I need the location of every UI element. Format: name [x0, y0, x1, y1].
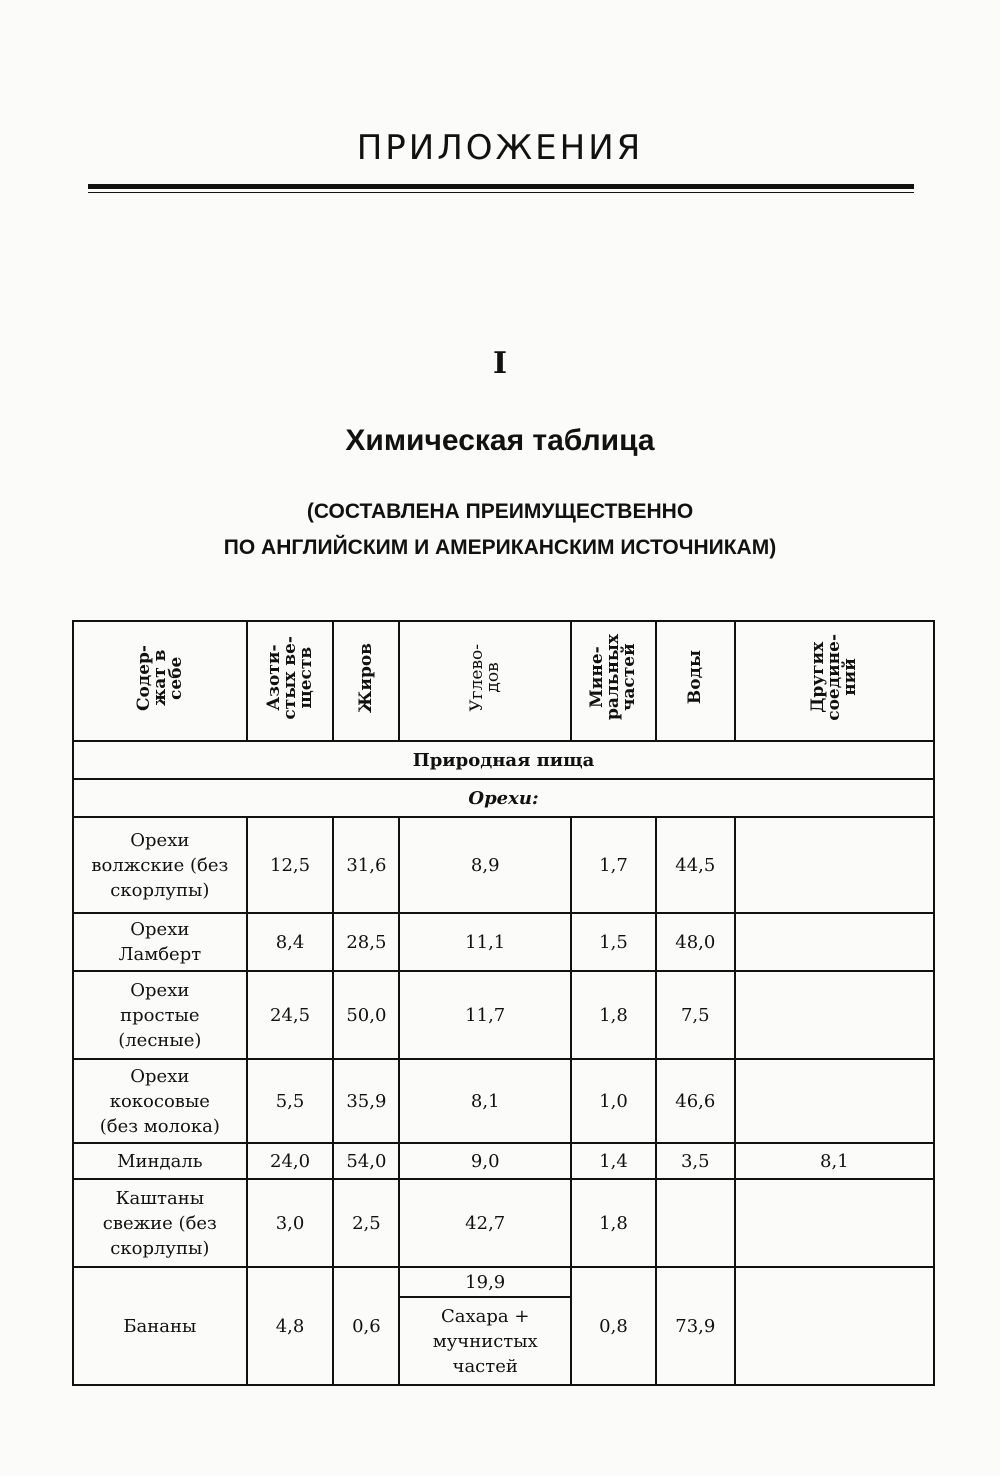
cell-other: [735, 817, 934, 913]
cell-water: 44,5: [656, 817, 735, 913]
cell-fat: 50,0: [333, 971, 399, 1059]
cell-fat: 2,5: [333, 1179, 399, 1267]
cell-water: 3,5: [656, 1143, 735, 1179]
cell-mineral: 1,0: [571, 1059, 656, 1143]
row-name-cell: Орехи Ламберт: [73, 913, 247, 971]
subtitle: [0, 494, 1000, 566]
cell-other: [735, 913, 934, 971]
cell-carbs: 8,9: [399, 817, 571, 913]
cell-nitrogen: 12,5: [247, 817, 334, 913]
cell-water: 46,6: [656, 1059, 735, 1143]
cell-water: 73,9: [656, 1267, 735, 1385]
group-label: Природная пища: [73, 741, 934, 779]
header-cell: [399, 621, 571, 741]
header-rule-thick: [88, 184, 914, 189]
cell-fat: 28,5: [333, 913, 399, 971]
cell-nitrogen: 24,5: [247, 971, 334, 1059]
cell-water: [656, 1179, 735, 1267]
cell-other: [735, 1267, 934, 1385]
subtitle-line-1: (СОСТАВЛЕНА ПРЕИМУЩЕСТВЕННО: [306, 500, 694, 523]
row-name-cell: Бананы: [73, 1267, 247, 1385]
cell-mineral: 1,8: [571, 1179, 656, 1267]
header-label: Других соедине- ний: [808, 634, 861, 721]
cell-nitrogen: 8,4: [247, 913, 334, 971]
header-cell: [735, 621, 934, 741]
cell-carbs: 11,1: [399, 913, 571, 971]
group-row: [73, 741, 934, 779]
page-title: Химическая таблица: [345, 424, 655, 457]
cell-carbs: 42,7: [399, 1179, 571, 1267]
table-row: [73, 1179, 934, 1267]
cell-other: [735, 1059, 934, 1143]
subgroup-label: Орехи:: [73, 779, 934, 817]
header-label: Мине- ральных частей: [587, 634, 640, 721]
cell-nitrogen: 3,0: [247, 1179, 334, 1267]
table-row: [73, 913, 934, 971]
cell-carbs-note: Сахара + мучнистых частей: [399, 1297, 571, 1385]
cell-nitrogen: 24,0: [247, 1143, 334, 1179]
row-name-cell: Орехи волжские (без скорлупы): [73, 817, 247, 913]
cell-carbs: 8,1: [399, 1059, 571, 1143]
cell-fat: 35,9: [333, 1059, 399, 1143]
cell-fat: 54,0: [333, 1143, 399, 1179]
header-label: Углево- дов: [467, 643, 504, 712]
header-cell: [247, 621, 334, 741]
header-cell: [73, 621, 247, 741]
cell-fat: 31,6: [333, 817, 399, 913]
running-head: ПРИЛОЖЕНИЯ: [356, 128, 644, 168]
header-rule-thin: [88, 192, 914, 193]
cell-mineral: 1,4: [571, 1143, 656, 1179]
header-row: [73, 621, 934, 741]
header-label: Жиров: [356, 642, 377, 713]
header-label: Воды: [685, 650, 706, 705]
cell-nitrogen: 5,5: [247, 1059, 334, 1143]
table-row: [73, 971, 934, 1059]
cell-other: [735, 971, 934, 1059]
row-name-cell: Миндаль: [73, 1143, 247, 1179]
header-label: Содер- жат в себе: [133, 644, 186, 711]
header-cell: [571, 621, 656, 741]
chemical-table: [72, 620, 935, 1386]
cell-mineral: 1,7: [571, 817, 656, 913]
header-cell: [656, 621, 735, 741]
cell-nitrogen: 4,8: [247, 1267, 334, 1385]
section-numeral: I: [492, 346, 508, 381]
cell-other: [735, 1179, 934, 1267]
cell-other: 8,1: [735, 1143, 934, 1179]
cell-carbs: 11,7: [399, 971, 571, 1059]
row-name-cell: Орехи простые (лесные): [73, 971, 247, 1059]
cell-mineral: 1,5: [571, 913, 656, 971]
header-label: Азоти- стых ве- ществ: [264, 635, 317, 720]
header-cell: [333, 621, 399, 741]
cell-fat: 0,6: [333, 1267, 399, 1385]
table-row: [73, 1143, 934, 1179]
cell-carbs-total: 19,9: [399, 1267, 571, 1297]
table-row: [73, 817, 934, 913]
table-row-banana: [73, 1267, 934, 1297]
cell-mineral: 0,8: [571, 1267, 656, 1385]
cell-water: 48,0: [656, 913, 735, 971]
cell-carbs: 9,0: [399, 1143, 571, 1179]
row-name-cell: Орехи кокосовые (без молока): [73, 1059, 247, 1143]
cell-water: 7,5: [656, 971, 735, 1059]
subgroup-row: [73, 779, 934, 817]
subtitle-line-2: ПО АНГЛИЙСКИМ И АМЕРИКАНСКИМ ИСТОЧНИКАМ): [223, 536, 777, 559]
table-row: [73, 1059, 934, 1143]
cell-mineral: 1,8: [571, 971, 656, 1059]
row-name-cell: Каштаны свежие (без скорлупы): [73, 1179, 247, 1267]
